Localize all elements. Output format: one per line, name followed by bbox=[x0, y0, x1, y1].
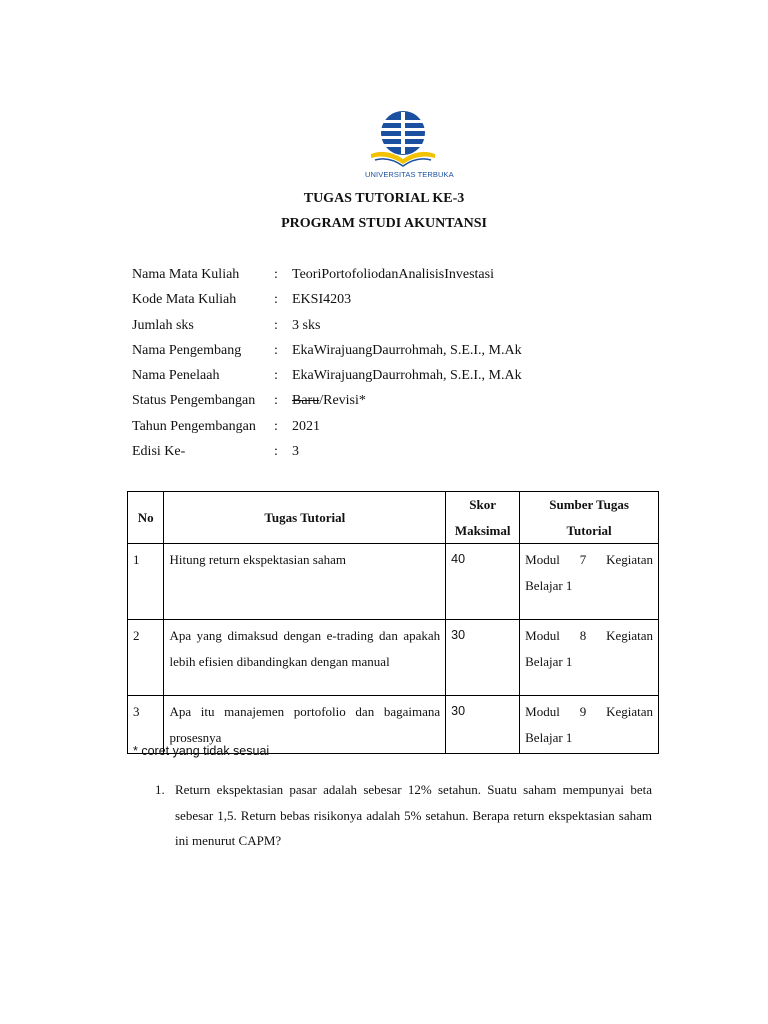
footnote: * coret yang tidak sesuai bbox=[133, 744, 270, 758]
info-separator: : bbox=[274, 418, 278, 434]
page-title: TUGAS TUTORIAL KE-3 bbox=[303, 191, 465, 206]
cell-source bbox=[520, 544, 659, 620]
question-item bbox=[155, 777, 652, 854]
info-label: Tahun Pengembangan bbox=[132, 418, 256, 434]
info-value: 3 sks bbox=[292, 317, 321, 333]
source-module-number: 7 bbox=[579, 552, 587, 567]
info-separator: : bbox=[274, 292, 278, 308]
cell-no: 1 bbox=[128, 544, 164, 620]
source-activity: Kegiatan bbox=[606, 552, 653, 567]
info-label: Nama Penelaah bbox=[132, 368, 220, 384]
source-activity: Kegiatan bbox=[606, 704, 653, 719]
header-score-line2: Maksimal bbox=[454, 522, 511, 538]
source-line bbox=[525, 547, 653, 573]
header-task: Tugas Tutorial bbox=[164, 492, 446, 544]
source-line2: Belajar 1 bbox=[525, 729, 573, 745]
table-header-row bbox=[128, 492, 659, 544]
question-text: Return ekspektasian pasar adalah sebesar 12% setahun. Suatu saham mempunyai beta sebesar 1,5. Return bebas risikonya adalah 5% setahun. Berapa return ekspektasian saham ini menurut CAPM? bbox=[175, 782, 652, 848]
source-line bbox=[525, 699, 653, 725]
info-label: Nama Mata Kuliah bbox=[132, 267, 240, 282]
info-value: 2021 bbox=[292, 418, 320, 434]
cell-source bbox=[520, 620, 659, 696]
header-no: No bbox=[128, 492, 164, 544]
source-line2: Belajar 1 bbox=[525, 577, 573, 593]
info-value: TeoriPortofoliodanAnalisisInvestasi bbox=[292, 267, 494, 282]
cell-task: Apa itu manajemen portofolio dan bagaimana prosesnya bbox=[164, 696, 446, 754]
source-module-number: 8 bbox=[579, 628, 587, 643]
logo-emblem-icon bbox=[365, 106, 441, 168]
header-source-line2: Tutorial bbox=[566, 522, 612, 538]
info-value: EkaWirajuangDaurrohmah, S.E.I., M.Ak bbox=[292, 368, 522, 384]
struck-status: Baru bbox=[292, 393, 320, 409]
info-label: Jumlah sks bbox=[132, 317, 194, 333]
header-score bbox=[446, 492, 520, 544]
info-label: Nama Pengembang bbox=[132, 342, 242, 358]
cell-task: Apa yang dimaksud dengan e-trading dan apakah lebih efisien dibandingkan dengan manual bbox=[164, 620, 446, 696]
program-title: PROGRAM STUDI AKUNTANSI bbox=[281, 216, 487, 231]
table-row bbox=[128, 544, 659, 620]
tutorial-task-table bbox=[127, 491, 659, 754]
info-value: 3 bbox=[292, 444, 299, 460]
cell-score: 40 bbox=[446, 544, 520, 620]
source-module: Modul bbox=[525, 628, 560, 643]
cell-no: 2 bbox=[128, 620, 164, 696]
cell-score: 30 bbox=[446, 696, 520, 754]
logo-text: UNIVERSITAS TERBUKA bbox=[365, 170, 454, 179]
cell-score: 30 bbox=[446, 620, 520, 696]
info-separator: : bbox=[274, 342, 278, 358]
cell-task: Hitung return ekspektasian saham bbox=[164, 544, 446, 620]
status-rest: /Revisi* bbox=[319, 393, 366, 409]
source-module-number: 9 bbox=[579, 704, 587, 719]
header-source bbox=[520, 492, 659, 544]
info-separator: : bbox=[274, 444, 278, 460]
info-label: Kode Mata Kuliah bbox=[132, 292, 237, 308]
cell-source bbox=[520, 696, 659, 754]
cell-no: 3 bbox=[128, 696, 164, 754]
info-separator: : bbox=[274, 393, 278, 409]
source-line bbox=[525, 623, 653, 649]
info-value bbox=[292, 388, 366, 413]
info-separator: : bbox=[274, 317, 278, 333]
table-row bbox=[128, 620, 659, 696]
source-activity: Kegiatan bbox=[606, 628, 653, 643]
header-source-line1: Sumber Tugas bbox=[549, 497, 629, 512]
info-separator: : bbox=[274, 267, 278, 282]
universitas-terbuka-logo bbox=[365, 106, 454, 180]
source-module: Modul bbox=[525, 704, 560, 719]
info-label: Status Pengembangan bbox=[132, 393, 256, 409]
info-value: EkaWirajuangDaurrohmah, S.E.I., M.Ak bbox=[292, 342, 522, 358]
info-value: EKSI4203 bbox=[292, 292, 352, 308]
header-score-line1: Skor bbox=[469, 497, 497, 512]
source-line2: Belajar 1 bbox=[525, 653, 573, 669]
question-number: 1. bbox=[155, 782, 165, 797]
info-label: Edisi Ke- bbox=[132, 444, 186, 460]
info-separator: : bbox=[274, 368, 278, 384]
source-module: Modul bbox=[525, 552, 560, 567]
